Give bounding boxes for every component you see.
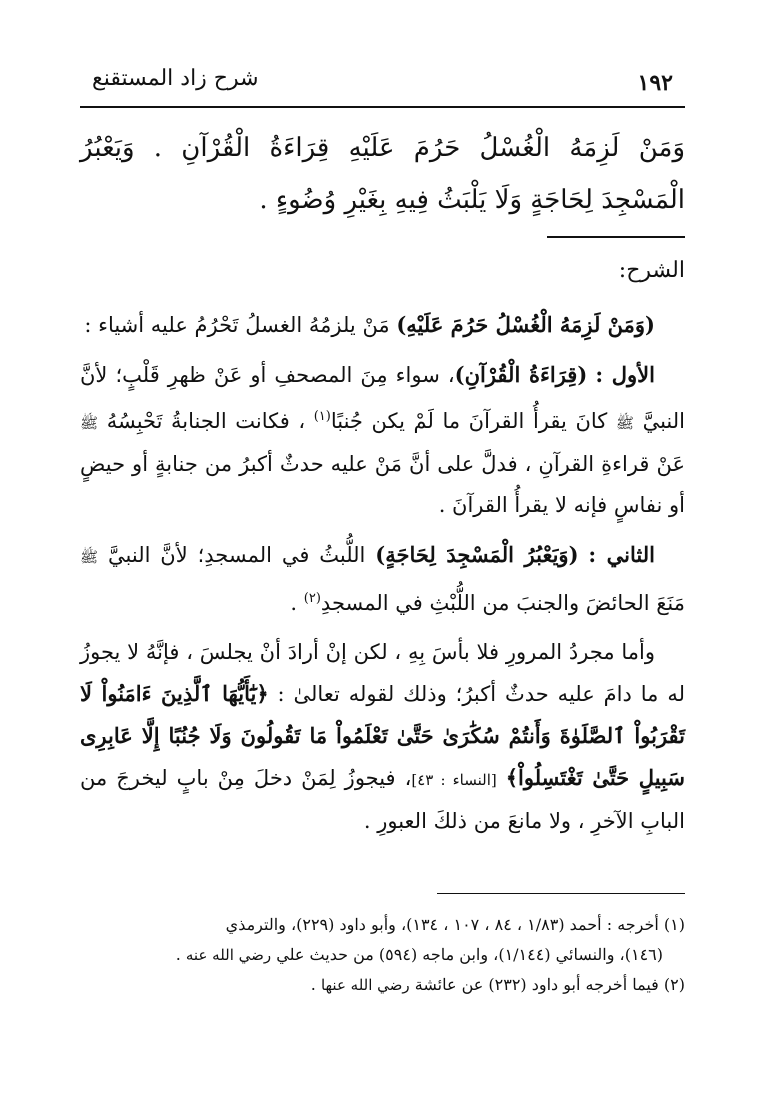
sharh-first — [80, 354, 685, 526]
footnote-1-end: . — [175, 945, 186, 964]
first-text-1: ، سواء مِنَ المصحفِ أو عَنْ ظهرِ قَلْبٍ؛ لأنَّ النبيَّ — [80, 363, 685, 433]
footnote-1-honorific: رضي الله عنه — [185, 946, 272, 964]
footnote-2 — [80, 970, 685, 1000]
footnote-1-line-1: (١) أخرجه : أحمد (١/٨٣ ، ٨٤ ، ١٠٧ ، ١٣٤)، وأبو داود (٢٢٩)، والترمذي — [225, 915, 685, 934]
matn-text: وَمَنْ لَزِمَهُ الْغُسْلُ حَرُمَ عَلَيْهِ قِرَاءَةُ الْقُرْآنِ . وَيَعْبُرُ الْمَسْجِدَ لِحَاجَةٍ وَلَا يَلْبَثُ فِيهِ بِغَيْرِ وُضُوءٍ . — [80, 133, 685, 215]
sharh-third — [80, 632, 685, 842]
honorific-3: ﷺ — [80, 548, 99, 566]
second-text-2: مَنَعَ الحائضَ والجنبَ من اللُّبْثِ في المسجدِ — [320, 591, 685, 615]
intro-quote: (وَمَنْ لَزِمَهُ الْغُسْلُ حَرُمَ عَلَيْهِ) — [396, 312, 655, 337]
footnote-ref-2: (٢) — [303, 591, 321, 606]
footnote-2-end: . — [310, 975, 321, 994]
intro-text: مَنْ يلزمُهُ الغسلُ تَحْرُمُ عليه أشياء : — [84, 313, 397, 337]
page-number: ١٩٢ — [637, 70, 673, 96]
quran-verse: ﴿يَٰٓأَيُّهَا ٱلَّذِينَ ءَامَنُواْ لَا تَقْرَبُواْ ٱلصَّلَوٰةَ وَأَنتُمْ سُكَٰرَىٰ حَتَّىٰ تَعْلَمُواْ مَا تَقُولُونَ وَلَا جُنُبًا إِلَّا عَابِرِى سَبِيلٍ حَتَّىٰ تَغْتَسِلُواْ﴾ — [80, 681, 685, 790]
footnote-separator — [437, 893, 685, 894]
first-text-2: كانَ يقرأُ القرآنَ ما لَمْ يكن جُنبًا — [330, 409, 616, 433]
first-label: الأول : — [595, 362, 655, 387]
second-quote: (وَيَعْبُرُ الْمَسْجِدَ لِحَاجَةٍ) — [375, 542, 579, 567]
header-rule — [80, 106, 685, 108]
footnote-2-text: (٢) فيما أخرجه أبو داود (٢٣٢) عن عائشة — [414, 975, 685, 994]
first-quote: (قِرَاءَةُ الْقُرْآنِ) — [454, 362, 588, 387]
footnote-1-text: (١٤٦)، والنسائي (١/١٤٤)، وابن ماجه (٥٩٤) من حديث علي — [276, 945, 663, 964]
footnote-1-line-2 — [80, 940, 685, 970]
second-text-1: اللُّبثُ في المسجدِ؛ لأنَّ النبيَّ — [108, 543, 376, 567]
sharh-second — [80, 534, 685, 624]
footnotes — [80, 910, 685, 1000]
honorific-1: ﷺ — [615, 414, 634, 432]
third-text-2: ، فيجوزُ لِمَنْ دخلَ مِنْ بابٍ ليخرجَ من البابِ الآخرِ ، ولا مانعَ من ذلكَ العبورِ . — [80, 766, 685, 833]
quran-citation: [النساء : ٤٣] — [411, 771, 497, 789]
second-label: الثاني : — [588, 542, 655, 567]
third-text-1: وأما مجردُ المرورِ فلا بأسَ بِهِ ، لكن إنْ أرادَ أنْ يجلسَ ، فإنَّهُ لا يجوزُ له ما دامَ عليه حدثٌ أكبرُ؛ وذلك لقوله تعالىٰ : — [80, 640, 685, 706]
footnote-ref-1: (١) — [313, 409, 331, 424]
second-text-3: . — [290, 591, 304, 615]
matn-separator — [547, 236, 685, 238]
footnote-2-honorific: رضي الله عنها — [320, 976, 410, 994]
honorific-2: ﷺ — [80, 414, 99, 432]
running-header-title: شرح زاد المستقنع — [92, 66, 259, 91]
sharh-heading: الشرح: — [618, 258, 685, 283]
sharh-intro — [80, 304, 685, 346]
sharh-body — [80, 304, 685, 850]
first-text-4: عَنْ قراءةِ القرآنِ ، فدلَّ على أنَّ مَنْ عليه حدثٌ أكبرُ من جنابةٍ أو حيضٍ أو نفاسٍ فإنه لا يقرأُ القرآنَ . — [80, 452, 685, 517]
first-text-3: ، فكانت الجنابةُ تَحْبِسُهُ — [106, 409, 314, 433]
